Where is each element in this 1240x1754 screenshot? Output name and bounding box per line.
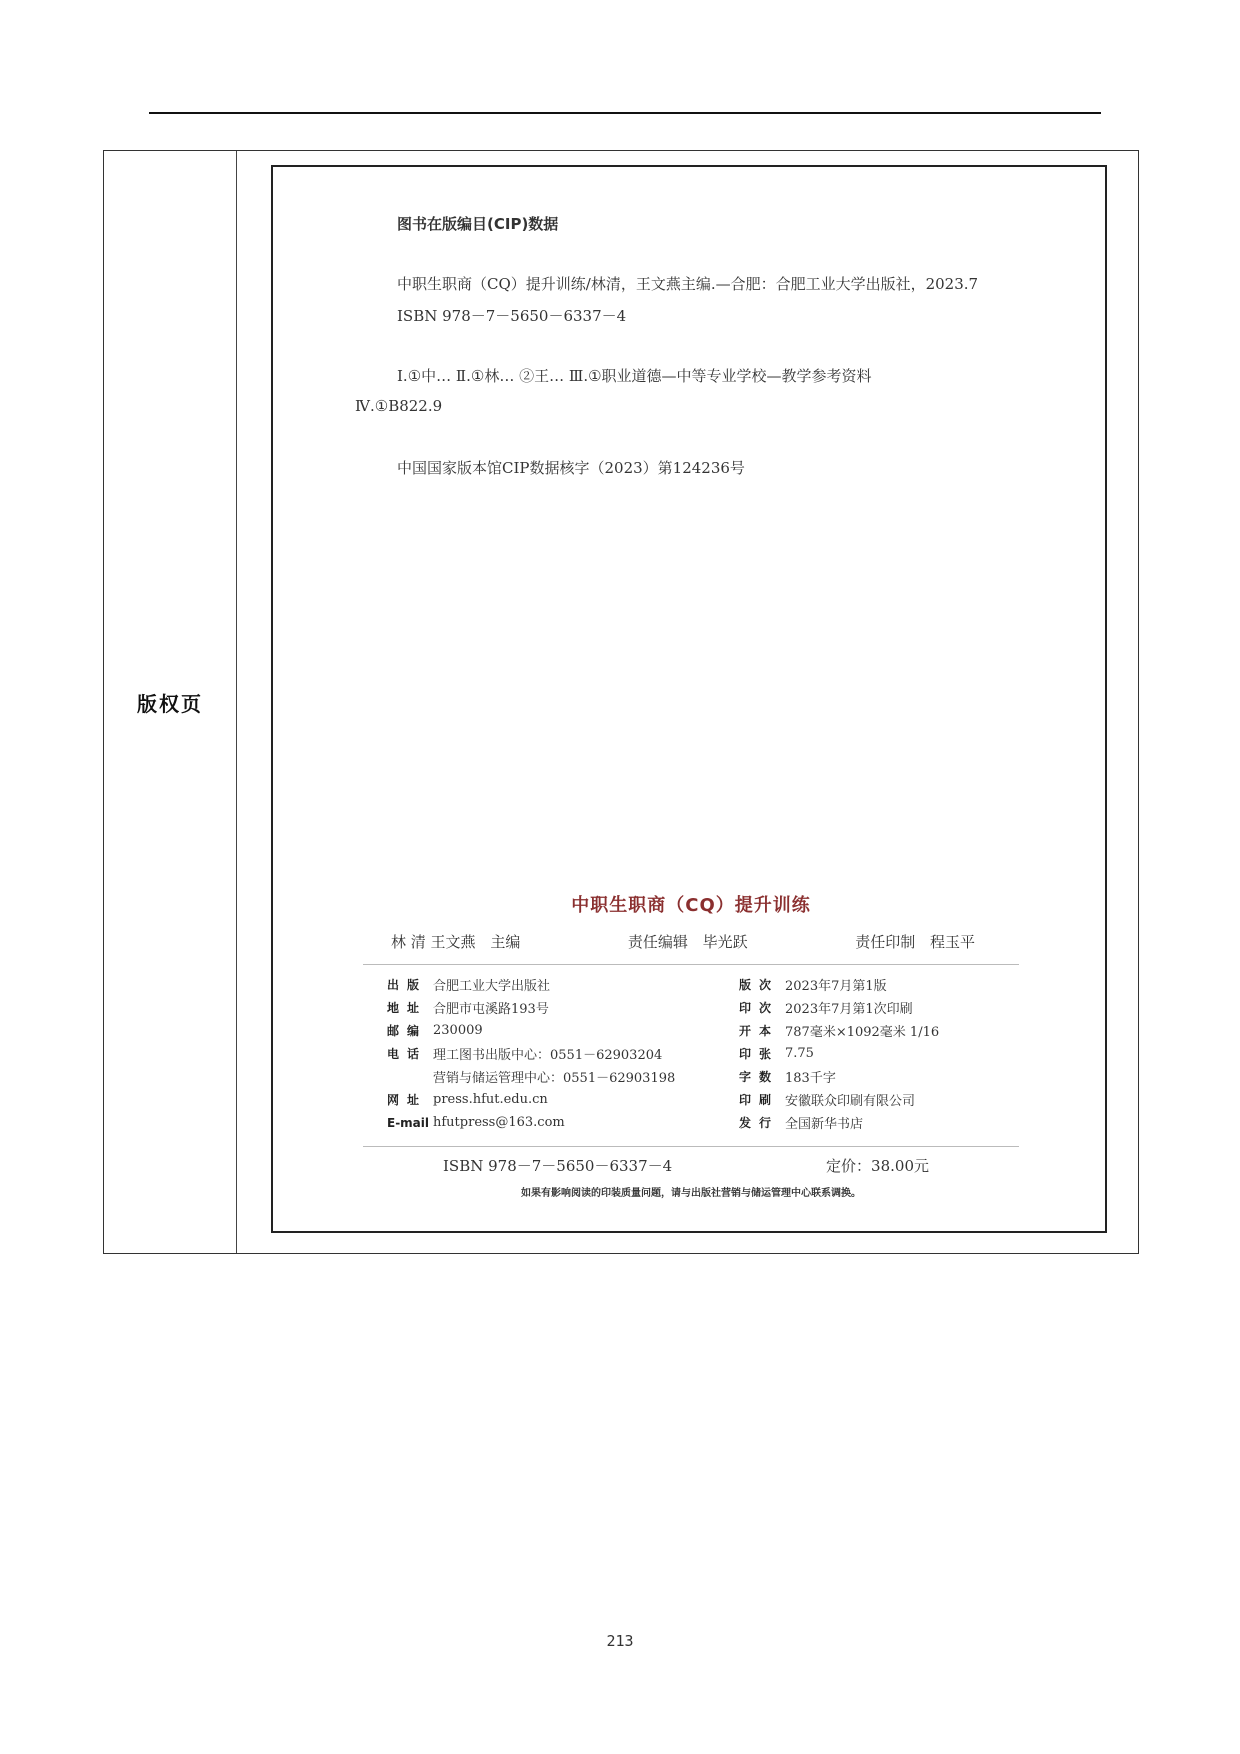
info-row (739, 1111, 989, 1134)
info-key: 印次 (739, 1001, 780, 1015)
info-key: 邮编 (387, 1024, 428, 1038)
cip-line-4: Ⅳ.①B822.9 (355, 397, 443, 415)
editors-credit (391, 931, 530, 952)
info-row (739, 1088, 989, 1111)
info-row (387, 1065, 675, 1088)
book-title: 中职生职商（CQ）提升训练 (571, 895, 811, 916)
colophon-rule-bottom (363, 1146, 1019, 1147)
info-key: 网址 (387, 1093, 428, 1107)
info-value: 营销与储运管理中心：0551－62903198 (433, 1071, 676, 1086)
info-value: 2023年7月第1版 (785, 979, 887, 994)
info-row (739, 1042, 989, 1065)
publication-info-right (739, 973, 989, 1134)
price: 定价：38.00元 (826, 1157, 929, 1175)
info-value: hfutpress@163.com (433, 1115, 565, 1130)
info-value: 合肥市屯溪路193号 (433, 1002, 549, 1017)
copyright-table (103, 150, 1139, 1254)
info-row (387, 1111, 675, 1134)
cip-line-1: 中职生职商（CQ）提升训练/林清，王文燕主编.—合肥：合肥工业大学出版社，2023.7 (397, 275, 979, 293)
responsible-print-label: 责任印制 (855, 933, 916, 951)
responsible-print-name: 程玉平 (929, 933, 975, 951)
info-value: 787毫米×1092毫米 1/16 (785, 1025, 940, 1040)
responsible-editor-name: 毕光跃 (702, 933, 748, 951)
info-key: 印张 (739, 1047, 780, 1061)
publication-info-left (387, 973, 675, 1134)
info-value: 7.75 (785, 1046, 814, 1061)
info-key: E-mail (387, 1115, 430, 1130)
row-label-cell (104, 151, 236, 1253)
info-key: 字数 (739, 1070, 780, 1084)
quality-notice: 如果有影响阅读的印装质量问题，请与出版社营销与储运管理中心联系调换。 (521, 1188, 861, 1199)
editor-role: 主编 (490, 933, 521, 951)
page-number: 213 (606, 1632, 634, 1650)
info-row (739, 996, 989, 1019)
responsible-editor-credit (628, 931, 758, 952)
cip-title: 图书在版编目(CIP)数据 (397, 215, 559, 233)
isbn-price-line (363, 1155, 1019, 1176)
info-value: press.hfut.edu.cn (433, 1092, 548, 1107)
info-key: 出版 (387, 978, 428, 992)
colophon (363, 891, 1019, 1199)
editor-names: 林 清 王文燕 (391, 933, 476, 951)
cip-line-2: ISBN 978－7－5650－6337－4 (397, 307, 627, 325)
responsible-editor-label: 责任编辑 (627, 933, 688, 951)
info-key: 版次 (739, 978, 780, 992)
responsible-print-credit (855, 931, 985, 952)
info-key: 发行 (739, 1116, 780, 1130)
info-row (387, 973, 675, 996)
info-key: 电话 (387, 1047, 428, 1061)
info-row (739, 973, 989, 996)
publication-info (363, 973, 1019, 1134)
info-row (387, 1088, 675, 1111)
info-row (387, 1042, 675, 1065)
header-rule (149, 112, 1101, 114)
info-value: 理工图书出版中心：0551－62903204 (433, 1048, 663, 1063)
info-value: 183千字 (785, 1071, 836, 1086)
info-row (739, 1065, 989, 1088)
info-value: 2023年7月第1次印刷 (785, 1002, 913, 1017)
info-key: 印刷 (739, 1093, 780, 1107)
info-key: 开本 (739, 1024, 780, 1038)
copyright-page-image (271, 165, 1107, 1233)
info-value: 安徽联众印刷有限公司 (785, 1094, 916, 1109)
row-label: 版权页 (137, 691, 203, 716)
cip-line-3: Ⅰ.①中… Ⅱ.①林… ②王… Ⅲ.①职业道德—中等专业学校—教学参考资料 (397, 367, 872, 385)
info-value: 合肥工业大学出版社 (433, 979, 551, 994)
info-key: 地址 (387, 1001, 428, 1015)
credits-line (363, 931, 1019, 952)
info-row (739, 1019, 989, 1042)
cip-line-5: 中国国家版本馆CIP数据核字（2023）第124236号 (397, 459, 745, 477)
info-value: 230009 (433, 1023, 483, 1038)
isbn: ISBN 978－7－5650－6337－4 (443, 1157, 673, 1175)
info-row (387, 1019, 675, 1042)
colophon-rule-top (363, 964, 1019, 965)
info-value: 全国新华书店 (785, 1117, 864, 1132)
column-divider (236, 151, 237, 1253)
info-row (387, 996, 675, 1019)
